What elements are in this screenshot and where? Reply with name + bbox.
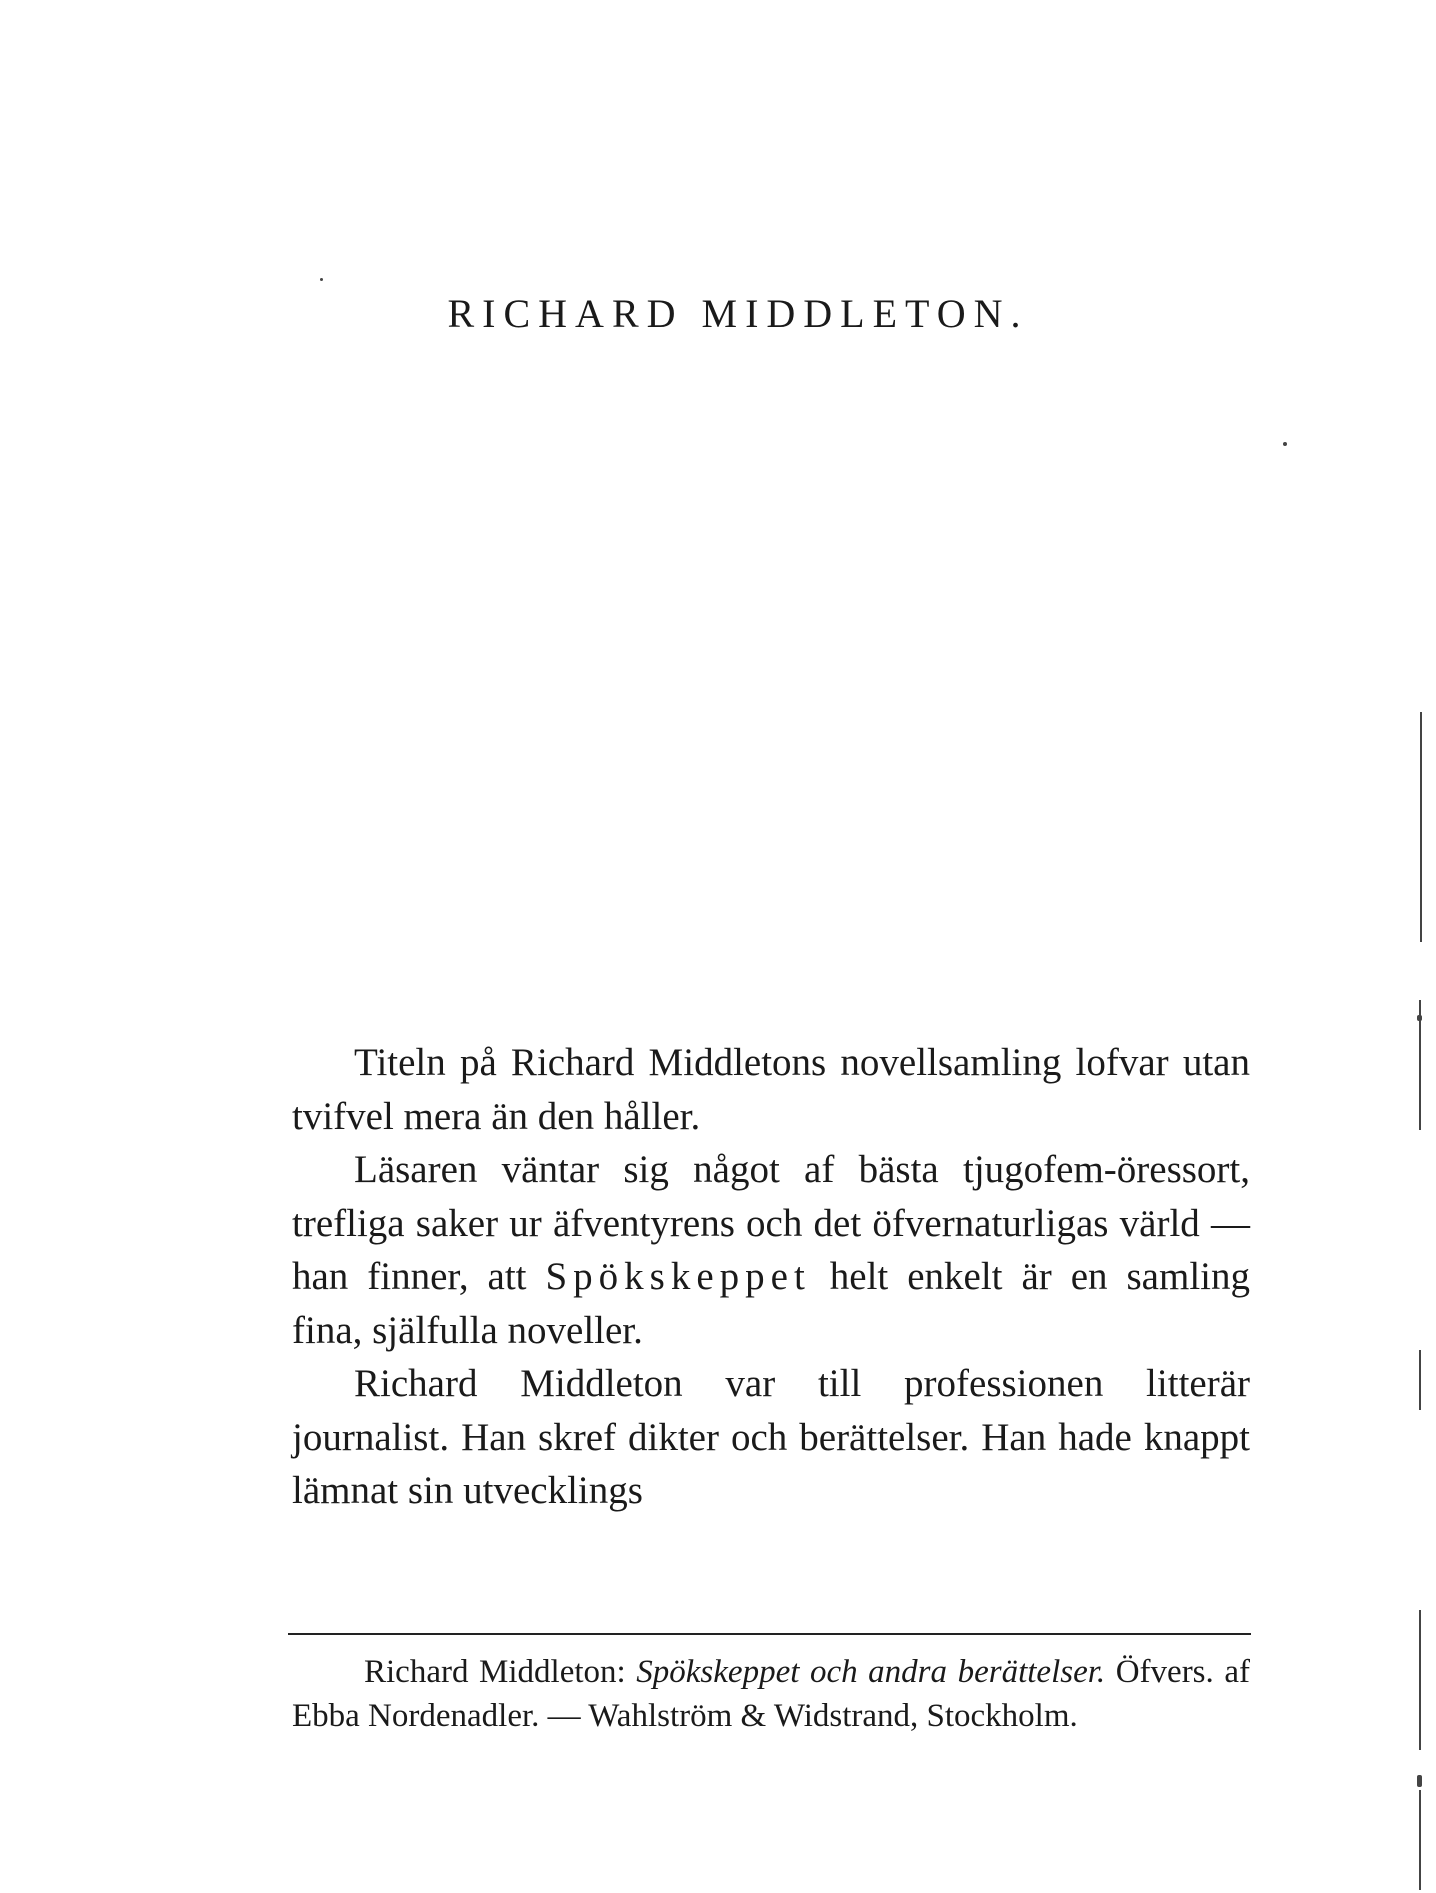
page-heading: RICHARD MIDDLETON. [447, 291, 1029, 336]
body-text [292, 1036, 1250, 1518]
scan-speck-2 [320, 278, 323, 281]
scan-edge-line-1 [1420, 712, 1422, 942]
scan-edge-line-4 [1419, 1610, 1421, 1750]
paragraph-1: Titeln på Richard Middletons novellsamling lofvar utan tvifvel mera än den håller. [292, 1041, 1250, 1138]
footnote-author: Richard Middleton: [364, 1654, 637, 1690]
scan-edge-line-5 [1419, 1790, 1421, 1890]
scan-edge-line-3 [1419, 1350, 1421, 1410]
paragraph-2-end: helt enkelt är en samling fina, själfulla noveller. [292, 1255, 1250, 1352]
footnote-title: Spökskeppet och andra berättelser. [636, 1654, 1106, 1690]
paragraph-3: Richard Middleton var till professionen litterär journalist. Han skref dikter och berättelser. Han hade knappt lämnat sin utvecklings [292, 1362, 1250, 1512]
footnote [292, 1650, 1250, 1738]
paragraph-2-spaced-title: Spökskeppet [545, 1255, 811, 1298]
scan-speck-3 [1417, 1015, 1422, 1021]
scan-speck-1 [1283, 442, 1287, 446]
paragraph-2 [292, 1143, 1250, 1357]
paragraph-2-start: Läsaren väntar sig något af bästa tjugofem-öressort, trefliga saker ur äfventyrens och det öfvernaturligas värld — han finner, att [292, 1148, 1250, 1298]
scan-speck-4 [1417, 1775, 1422, 1787]
footnote-rest: Öfvers. af Ebba Nordenadler. — Wahlström & Widstrand, Stockholm. [292, 1654, 1250, 1734]
footnote-rule [288, 1633, 1251, 1635]
